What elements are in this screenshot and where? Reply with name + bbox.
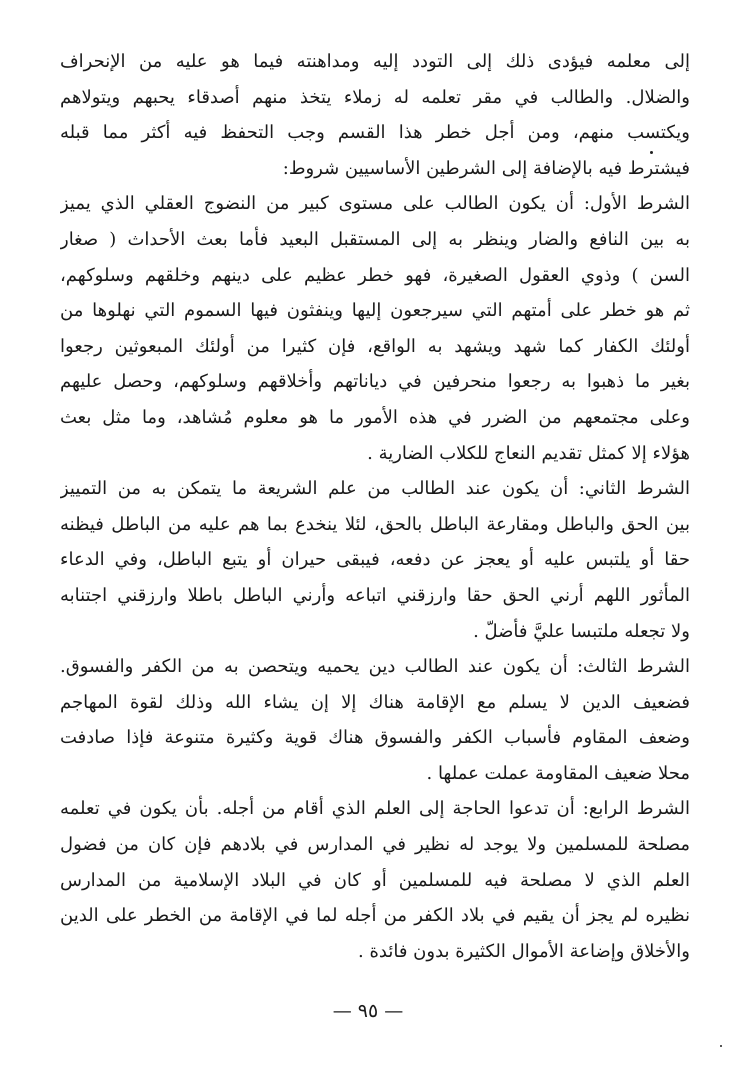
text-line: وعلى مجتمعهم من الضرر في هذه الأمور ما هو معلوم مُشاهد، وما مثل بعث (60, 406, 690, 428)
text-line: ويكتسب منهم، ومن أجل خطر هذا القسم وجب التحفظ فيه أكثر مما قبله (60, 122, 690, 144)
paragraph-start-line: الشرط الثاني: أن يكون عند الطالب من علم الشريعة ما يتمكن به من التمييز (60, 478, 690, 500)
text-line: مصلحة للمسلمين ولا يوجد له نظير في المدارس في بلادهم فإن كان من فضول (60, 834, 690, 856)
text-line: به بين النافع والضار وينظر به إلى المستقبل البعيد فأما بعث الأحداث ( صغار (60, 228, 690, 250)
text-line: حقا أو يلتبس عليه أو يعجز عن دفعه، فيبقى حيران أو يتبع الباطل، وفي الدعاء (60, 549, 690, 571)
body-text (60, 44, 690, 969)
text-line: بغير ما ذهبوا به رجعوا منحرفين في دياناتهم وأخلاقهم وسلوكهم، وحصل عليهم (60, 371, 690, 393)
text-line: ثم هو خطر على أمتهم التي سيرجعون إليها وينفثون فيها السموم التي نهلوها من (60, 300, 690, 322)
text-line: وضعف المقاوم فأسباب الكفر والفسوق هناك قوية وكثيرة متنوعة فإذا صادفت (60, 727, 690, 749)
text-line: المأثور اللهم أرني الحق حقا وارزقني اتباعه وأرني الباطل باطلا وارزقني اجتنابه (60, 584, 690, 606)
text-line: إلى معلمه فيؤدى ذلك إلى التودد إليه ومداهنته فيما هو عليه من الإنحراف (60, 51, 690, 72)
text-line: هؤلاء إلا كمثل تقديم النعاج للكلاب الضارية . (367, 442, 690, 464)
text-line: فضعيف الدين لا يسلم مع الإقامة هناك إلا إن يشاء الله وذلك لقوة المهاجم (60, 691, 690, 713)
text-line: فيشترط فيه بالإضافة إلى الشرطين الأساسيين شروط: (282, 157, 690, 179)
text-line: بين الحق والباطل ومقارعة الباطل بالحق، لئلا ينخدع بما هم عليه من الباطل فيظنه (60, 513, 690, 535)
text-line: نظيره لم يجز أن يقيم في بلاد الكفر من أجله لما في الإقامة من الخطر على الدين (60, 905, 690, 927)
text-line: محلا ضعيف المقاومة عملت عملها . (426, 762, 690, 784)
paragraph-start-line: الشرط الأول: أن يكون الطالب على مستوى كبير من النضوج العقلي الذي يميز (60, 193, 690, 215)
ink-speck (720, 1045, 722, 1047)
ink-speck (650, 151, 653, 154)
text-line: والأخلاق وإضاعة الأموال الكثيرة بدون فائدة . (358, 940, 690, 962)
text-line: ولا تجعله ملتبسا عليَّ فأضلّ . (473, 620, 690, 642)
paragraph-start-line: الشرط الثالث: أن يكون عند الطالب دين يحميه ويتحصن به من الكفر والفسوق. (60, 656, 690, 678)
text-line: العلم الذي لا مصلحة فيه للمسلمين أو كان في البلاد الإسلامية من المدارس (60, 869, 690, 891)
text-line: والضلال. والطالب في مقر تعلمه له زملاء يتخذ منهم أصدقاء يحبهم ويتولاهم (60, 86, 690, 108)
page-number: — ٩٥ — (332, 1000, 404, 1022)
text-line: السن ) وذوي العقول الصغيرة، فهو خطر عظيم على دينهم وخلقهم وسلوكهم، (60, 264, 690, 286)
paragraph-start-line: الشرط الرابع: أن تدعوا الحاجة إلى العلم الذي أقام من أجله. بأن يكون في تعلمه (60, 798, 690, 820)
text-line: أولئك الكفار كما شهد ويشهد به الواقع، فإن كثيرا من أولئك المبعوثين رجعوا (60, 335, 690, 357)
